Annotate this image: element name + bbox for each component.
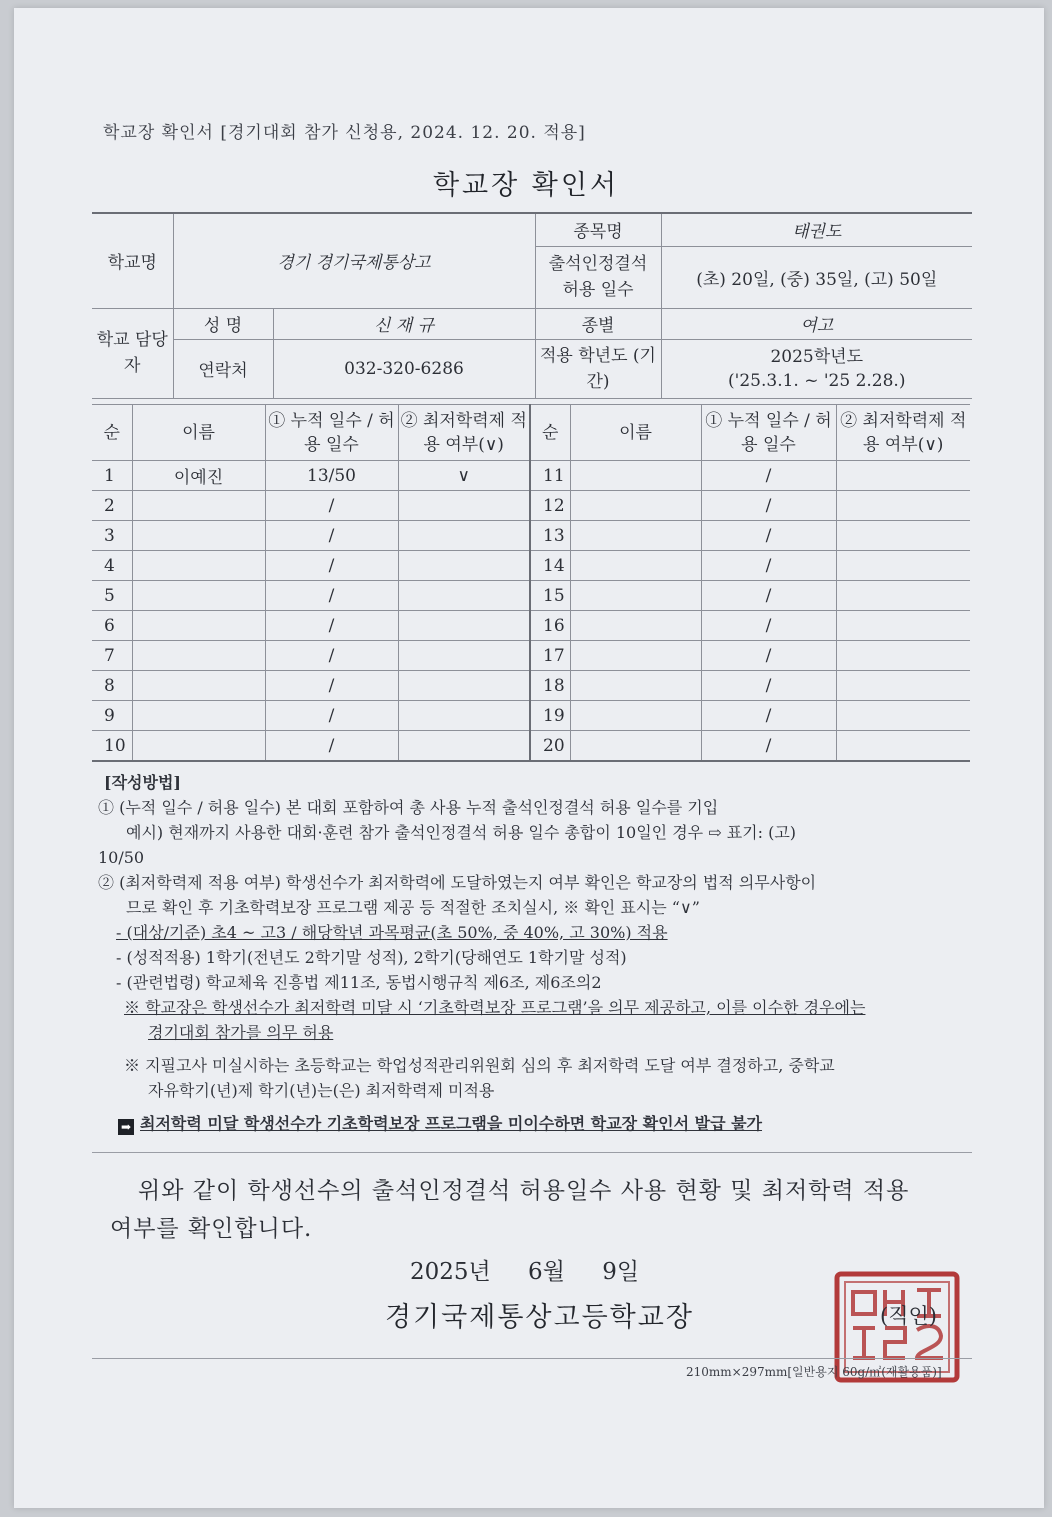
grid-cell-apply [836,521,970,551]
table-row [92,731,970,762]
table-row [92,611,970,641]
year-value: 2025학년도 [770,346,864,367]
grid-cell-name [132,551,265,581]
grid-cell-name [132,731,265,762]
grid-cell-apply [398,491,530,521]
grid-cell-no: 6 [92,611,132,641]
grid-cell-apply [398,551,530,581]
sport-value: 태권도 [661,213,972,246]
grid-cell-no: 8 [92,671,132,701]
grid-cell-apply [836,551,970,581]
gender-value: 여고 [661,308,972,339]
grid-cell-apply [836,701,970,731]
seal-label: (직인) [880,1304,937,1328]
days-value: (초) 20일, (중) 35일, (고) 50일 [661,246,972,308]
table-row [92,671,970,701]
paper-spec: 210mm×297mm[일반용지 60g/㎡(재활용품)] [686,1365,942,1379]
grid-cell-apply [398,521,530,551]
col-days-header: ① 누적 일수 / 허용 일수 [265,405,398,461]
grid-cell-name [570,611,701,641]
grid-cell-name [132,701,265,731]
issue-date: 2025년 6월 9일 [410,1259,640,1285]
grid-cell-name [132,641,265,671]
note-2: ※ 지필고사 미실시하는 초등학교는 학업성적관리위원회 심의 후 최저학력 도달 여부 결정하고, 중학교 [124,1056,835,1075]
grid-cell-apply [398,701,530,731]
grid-cell-no: 15 [530,581,570,611]
table-row [92,581,970,611]
col-no-header: 순 [92,405,132,461]
form-label: 학교장 확인서 [경기대회 참가 신청용, 2024. 12. 20. 적용] [103,123,586,143]
grid-cell-no: 12 [530,491,570,521]
grid-cell-name [570,581,701,611]
grid-cell-apply: ∨ [398,461,530,491]
col-no-header: 순 [530,405,570,461]
year-label: 적용 학년도 (기간) [535,339,661,398]
grid-cell-name [132,491,265,521]
law-line: - (관련법령) 학교체육 진흥법 제11조, 동법시행규칙 제6조, 제6조의2 [116,973,602,992]
grid-cell-no: 2 [92,491,132,521]
instruction-example-cont: 10/50 [98,848,145,867]
criteria-line: - (대상/기준) 초4 ~ 고3 / 해당학년 과목평균(초 50%, 중 40%, 고 30%) 적용 [116,923,668,942]
grid-cell-name [570,641,701,671]
grid-cell-name [132,581,265,611]
grid-cell-no: 14 [530,551,570,581]
school-value: 경기 경기국제통상고 [173,213,535,308]
grid-cell-days: / [265,611,398,641]
grades-line: - (성적적용) 1학기(전년도 2학기말 성적), 2학기(당해연도 1학기말 성적) [116,948,627,967]
grid-cell-days: / [265,671,398,701]
grid-cell-days: / [265,701,398,731]
grid-cell-no: 20 [530,731,570,762]
warning-line [98,1111,968,1136]
name-value: 신 재 규 [273,308,535,339]
grid-cell-days: / [265,551,398,581]
signer-name: 경기국제통상고등학교장 [385,1302,694,1333]
grid-cell-days: / [701,641,836,671]
document-title: 학교장 확인서 [432,170,620,201]
grid-cell-name [132,611,265,641]
grid-cell-no: 17 [530,641,570,671]
note-2-cont: 자유학기(년)제 학기(년)는(은) 최저학력제 미적용 [148,1081,495,1100]
grid-cell-days: / [701,491,836,521]
confirmation-line-1: 위와 같이 학생선수의 출석인정결석 허용일수 사용 현황 및 최저학력 적용 [138,1178,910,1204]
grid-cell-apply [836,731,970,762]
grid-cell-days: / [701,611,836,641]
name-label: 성 명 [173,308,273,339]
grid-cell-days: / [701,671,836,701]
col-apply-header: ② 최저학력제 적용 여부(∨) [398,405,530,461]
grid-cell-days: / [265,731,398,762]
grid-cell-days: / [701,521,836,551]
arrow-right-icon: ➡ [118,1119,134,1135]
grid-cell-apply [836,581,970,611]
grid-cell-apply [398,731,530,762]
grid-cell-name [570,671,701,701]
table-row [92,461,970,491]
instructions-heading: [작성방법] [104,773,181,792]
grid-cell-apply [836,491,970,521]
grid-cell-days: / [701,581,836,611]
grid-cell-apply [398,641,530,671]
table-row [92,701,970,731]
grid-cell-days: 13/50 [265,461,398,491]
table-row [92,551,970,581]
grid-cell-no: 11 [530,461,570,491]
col-apply-header: ② 최저학력제 적용 여부(∨) [836,405,970,461]
grid-cell-days: / [701,701,836,731]
grid-cell-apply [398,581,530,611]
note-1-cont: 경기대회 참가를 의무 허용 [148,1023,334,1042]
school-label: 학교명 [92,213,173,308]
period-value: ('25.3.1. ~ '25 2.28.) [728,370,906,391]
grid-cell-no: 18 [530,671,570,701]
instruction-item-2-cont: 므로 확인 후 기초학력보장 프로그램 제공 등 적절한 조치실시, ※ 확인 표시는 “∨” [126,898,700,917]
grid-cell-name [570,461,701,491]
phone-label: 연락처 [173,339,273,398]
note-1: ※ 학교장은 학생선수가 최저학력 미달 시 ‘기초학력보장 프로그램’을 의무 제공하고, 이를 이수한 경우에는 [124,998,866,1017]
grid-cell-no: 3 [92,521,132,551]
grid-cell-no: 13 [530,521,570,551]
grid-cell-name [132,671,265,701]
confirmation-statement [110,1172,970,1248]
table-row [92,491,970,521]
info-table [92,212,972,399]
confirmation-line-2: 여부를 확인합니다. [110,1216,313,1242]
table-row [92,641,970,671]
footer-divider [92,1358,972,1359]
year-cell [661,339,972,398]
col-name-header: 이름 [132,405,265,461]
grid-cell-days: / [701,461,836,491]
grid-cell-name: 이예진 [132,461,265,491]
grid-cell-name [570,551,701,581]
grid-cell-apply [398,671,530,701]
grid-cell-name [570,731,701,762]
grid-cell-days: / [265,491,398,521]
grid-cell-days: / [701,731,836,762]
grid-cell-days: / [265,581,398,611]
col-days-header: ① 누적 일수 / 허용 일수 [701,405,836,461]
grid-cell-apply [836,461,970,491]
grid-cell-apply [836,641,970,671]
grid-cell-name [570,491,701,521]
grid-cell-name [132,521,265,551]
grid-cell-days: / [265,521,398,551]
grid-cell-no: 10 [92,731,132,762]
grid-cell-no: 1 [92,461,132,491]
grid-cell-name [570,701,701,731]
grid-cell-no: 7 [92,641,132,671]
grid-cell-days: / [265,641,398,671]
grid-cell-no: 5 [92,581,132,611]
gender-label: 종별 [535,308,661,339]
grid-cell-apply [836,611,970,641]
grid-cell-no: 16 [530,611,570,641]
warning-text: 최저학력 미달 학생선수가 기초학력보장 프로그램을 미이수하면 학교장 확인서 발급 불가 [140,1114,763,1133]
grid-cell-no: 4 [92,551,132,581]
sport-label: 종목명 [535,213,661,246]
grid-cell-days: / [701,551,836,581]
grid-cell-name [570,521,701,551]
table-row [92,521,970,551]
grid-cell-no: 19 [530,701,570,731]
days-label: 출석인정결석 허용 일수 [535,246,661,308]
instructions [98,770,968,1136]
col-name-header: 이름 [570,405,701,461]
contact-person-label: 학교 담당자 [92,308,173,398]
instruction-item-1: ① (누적 일수 / 허용 일수) 본 대회 포함하여 총 사용 누적 출석인정결석 허용 일수를 기입 [98,798,719,817]
grid-cell-apply [836,671,970,701]
instruction-example: 예시) 현재까지 사용한 대회·훈련 참가 출석인정결석 허용 일수 총합이 10일인 경우 ⇨ 표기: (고) [126,823,797,842]
grid-cell-apply [398,611,530,641]
grid-cell-no: 9 [92,701,132,731]
divider [92,1152,972,1153]
instruction-item-2: ② (최저학력제 적용 여부) 학생선수가 최저학력에 도달하였는지 여부 확인은 학교장의 법적 의무사항이 [98,873,817,892]
phone-value: 032-320-6286 [273,339,535,398]
student-grid [92,404,970,762]
